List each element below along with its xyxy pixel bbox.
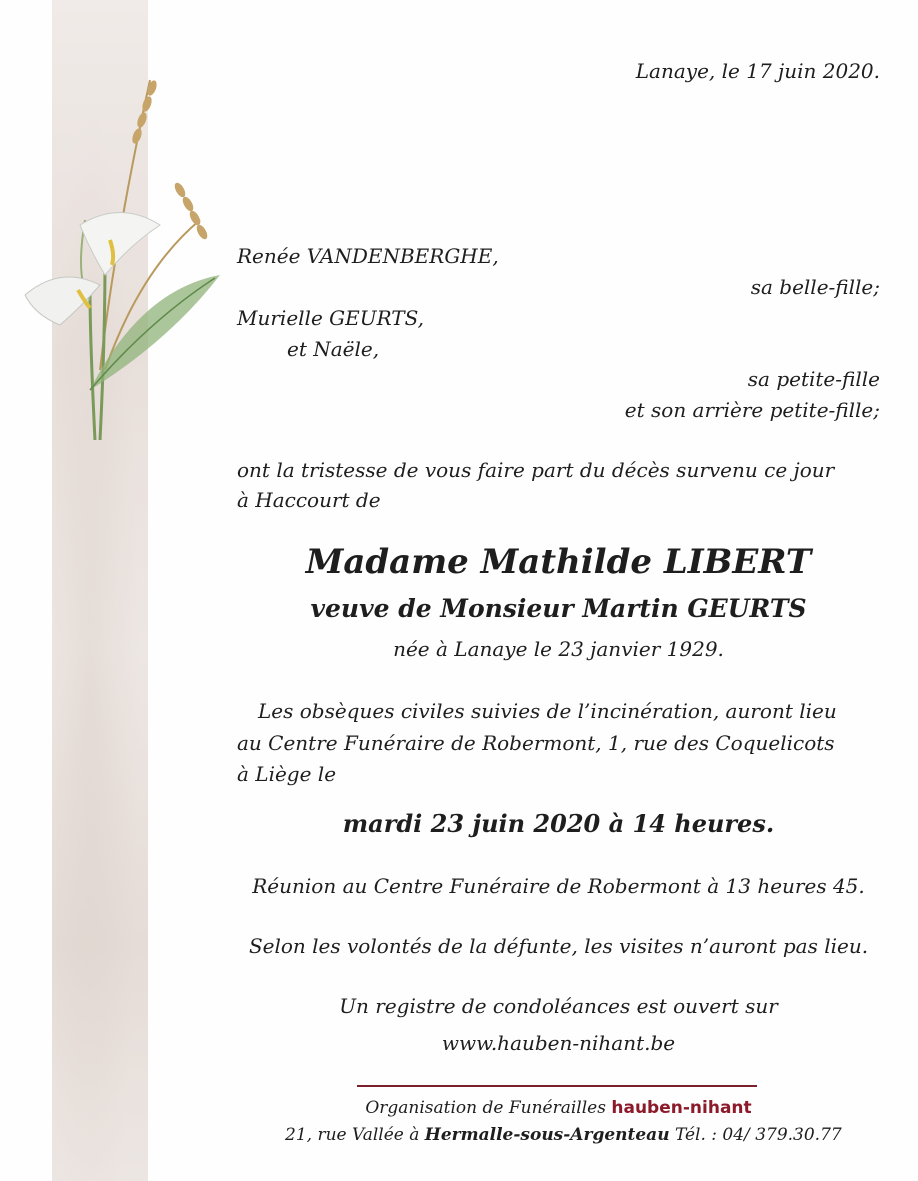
footer-phone: Tél. : 04/ 379.30.77 <box>674 1125 842 1145</box>
footer-divider <box>357 1085 757 1087</box>
footer-org-prefix: Organisation de Funérailles <box>365 1098 606 1118</box>
widow-of: veuve de Monsieur Martin GEURTS <box>310 594 807 623</box>
relation-petite-fille: sa petite-fille <box>747 367 880 391</box>
calla-lily-icon <box>20 40 220 460</box>
announcement-line-1: ont la tristesse de vous faire part du décès survenu ce jour <box>237 458 835 482</box>
birth-line: née à Lanaye le 23 janvier 1929. <box>393 637 724 661</box>
relation-belle-fille: sa belle-fille; <box>750 275 880 299</box>
register-line: Un registre de condoléances est ouvert sur <box>339 994 778 1018</box>
date-line: Lanaye, le 17 juin 2020. <box>635 59 880 83</box>
announcement-line-2: à Haccourt de <box>237 488 381 512</box>
footer-organisation <box>237 1100 880 1117</box>
brand-logo: hauben-nihant <box>611 1098 752 1118</box>
family-member-murielle: Murielle GEURTS, <box>237 306 424 330</box>
meeting-line: Réunion au Centre Funéraire de Robermont à 13 heures 45. <box>252 874 865 898</box>
deceased-name: Madame Mathilde LIBERT <box>305 542 812 582</box>
visits-line: Selon les volontés de la défunte, les visites n’auront pas lieu. <box>248 934 869 958</box>
funeral-line-1: Les obsèques civiles suivies de l’incinération, auront lieu <box>258 699 837 723</box>
family-member-naele: et Naële, <box>287 337 380 361</box>
family-member-renee: Renée VANDENBERGHE, <box>237 244 499 268</box>
footer-address <box>285 1127 842 1144</box>
footer-town: Hermalle-sous-Argenteau <box>424 1125 670 1145</box>
footer-address-prefix: 21, rue Vallée à <box>285 1125 420 1145</box>
register-url[interactable]: www.hauben-nihant.be <box>441 1031 676 1055</box>
funeral-line-3: à Liège le <box>237 762 337 786</box>
funeral-line-2: au Centre Funéraire de Robermont, 1, rue des Coquelicots <box>237 731 835 755</box>
relation-arriere-petite-fille: et son arrière petite-fille; <box>624 398 880 422</box>
funeral-datetime: mardi 23 juin 2020 à 14 heures. <box>342 809 775 838</box>
